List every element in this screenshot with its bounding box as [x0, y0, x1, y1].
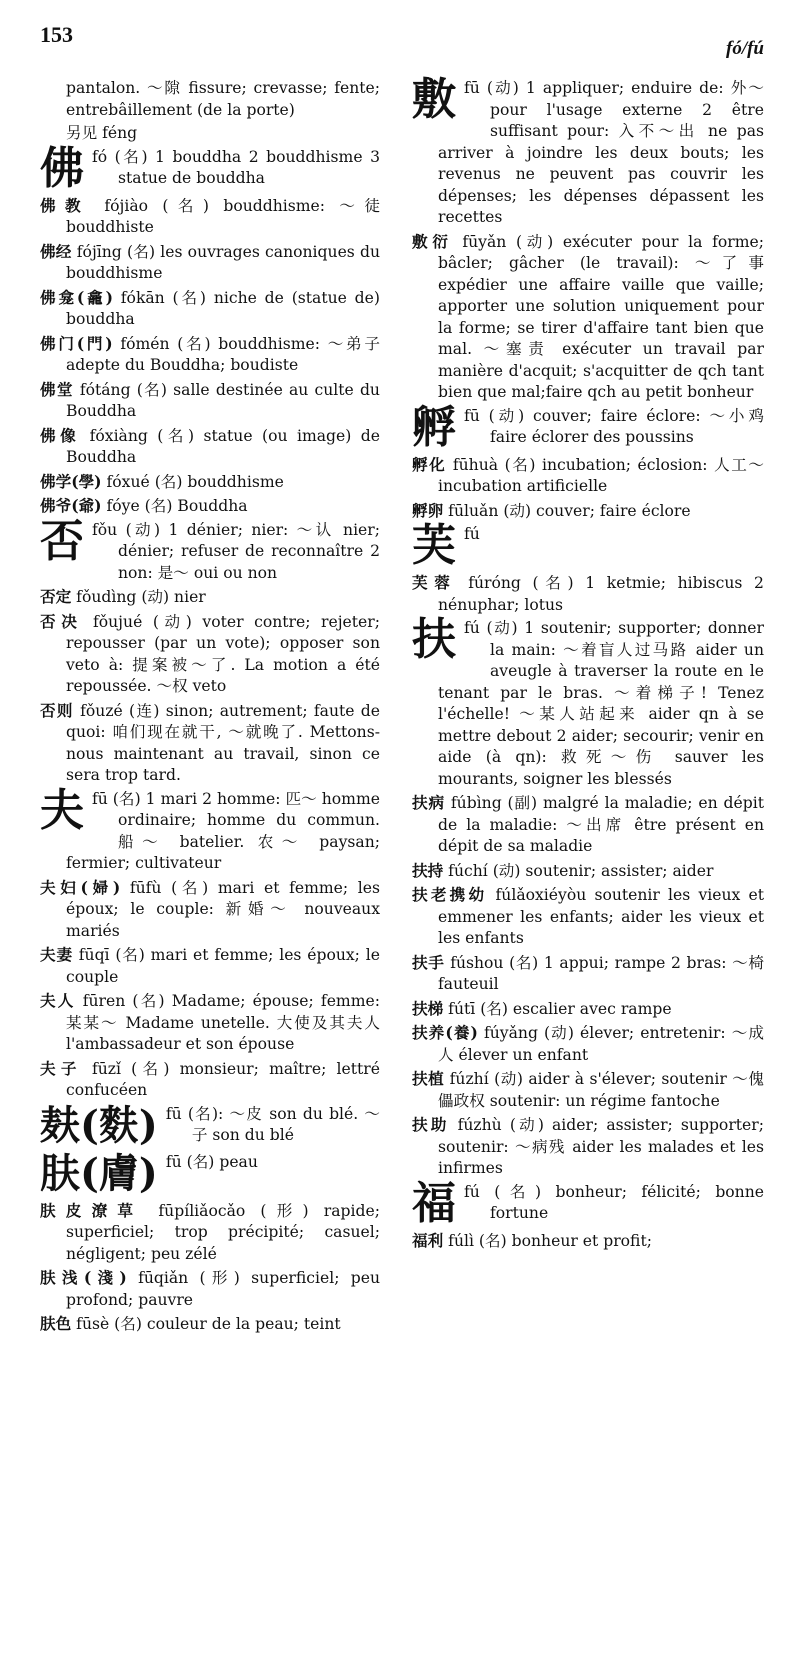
headword-compound: 芙蓉: [412, 573, 457, 592]
compound-entry: [40, 241, 380, 285]
headword-character: 否: [40, 515, 84, 567]
compound-entry: [40, 379, 380, 423]
compound-entry: [40, 425, 380, 469]
definition-text: fóxiàng (名) statue (ou image) de Bouddha: [66, 426, 380, 466]
definition-text: fū (名) peau: [165, 1152, 258, 1171]
definition-text: fóye (名) Bouddha: [106, 497, 248, 515]
headword-compound: 夫妻: [40, 945, 73, 964]
definition-text: fúchí (动) soutenir; assister; aider: [448, 861, 714, 880]
headword-compound: 扶梯: [412, 998, 444, 1018]
headword-compound: 佛龛(龕): [40, 287, 113, 307]
headword-compound: 佛堂: [40, 379, 74, 399]
headword-compound: 佛教: [40, 195, 91, 215]
headword-compound: 佛经: [40, 241, 72, 261]
definition-text: fūluǎn (动) couver; faire éclore: [448, 501, 691, 520]
right-column: [412, 74, 764, 1254]
definition-text: fūhuà (名) incubation; éclosion: 人工～ incubation artificielle: [438, 455, 764, 495]
compound-entry: [40, 195, 380, 239]
definition-text: fú (动) 1 soutenir; supporter; donner la main: ～着盲人过马路 aider un aveugle à traverser la route en le tenant par le bras. ～着梯子! Tenez l'échelle! ～某人站起来 aider qn à se mettre debout 2 aider; secourir; venir en aide (à qn): 救死～伤 sauver les mourants, soigner les blessés: [438, 619, 764, 788]
compound-entry: [412, 1022, 764, 1066]
compound-entry: [412, 500, 764, 523]
headword-compound: 扶手: [412, 952, 445, 972]
compound-entry: [40, 700, 380, 787]
headword-compound: 肤浅(淺): [40, 1268, 127, 1287]
headword-character: 扶: [412, 614, 456, 665]
definition-text: fúzhù (动) aider; assister; supporter; soutenir: ～病残 aider les malades et les infirmes: [438, 1116, 764, 1177]
compound-entry: [40, 1267, 380, 1311]
headword-compound: 孵化: [412, 454, 447, 474]
compound-entry: [40, 333, 380, 377]
compound-entry: [40, 471, 380, 494]
headword-compound: 扶老携幼: [412, 885, 488, 904]
compound-entry: [412, 860, 764, 883]
headword-compound: 否则: [40, 700, 74, 720]
compound-entry: [412, 952, 764, 996]
definition-text: fójiào (名) bouddhisme: ～徒 bouddhiste: [66, 196, 380, 236]
headword-character: 孵: [412, 401, 456, 453]
headword-compound: 佛像: [40, 425, 81, 445]
definition-text: fūfù (名) mari et femme; les époux; le couple: 新婚～ nouveaux mariés: [66, 878, 380, 940]
headword-character: 芙: [412, 520, 456, 571]
character-entry: [412, 614, 764, 790]
definition-text: fójīng (名) les ouvrages canoniques du bouddhisme: [66, 242, 380, 282]
character-entry: [40, 1101, 380, 1150]
headword-compound: 否决: [40, 611, 83, 631]
definition-text: fú: [464, 525, 480, 543]
character-entry: [40, 1149, 380, 1198]
compound-entry: [40, 877, 380, 943]
compound-entry: [40, 586, 380, 609]
headword-compound: 肤皮潦草: [40, 1200, 144, 1220]
compound-entry: [412, 572, 764, 616]
compound-entry: [412, 998, 764, 1021]
definition-text: fūzǐ (名) monsieur; maître; lettré confucéen: [66, 1059, 380, 1099]
definition-text: fū (名): ～皮 son du blé. ～子 son du blé: [165, 1104, 380, 1144]
character-entry: [412, 401, 764, 453]
headword-compound: 敷衍: [412, 231, 453, 251]
compound-entry: [412, 884, 764, 950]
compound-entry: [40, 495, 380, 518]
definition-text: fūqiǎn (形) superficiel; peu profond; pauvre: [66, 1269, 380, 1309]
headword-compound: 夫人: [40, 991, 76, 1010]
headword-compound: 福利: [412, 1230, 444, 1250]
definition-text: fǒuzé (连) sinon; autrement; faute de quoi: 咱们现在就干, ～就晚了. Mettons-nous maintenant au travail, sinon ce sera trop tard.: [66, 701, 380, 784]
definition-text: fúróng (名) 1 ketmie; hibiscus 2 nénuphar; lotus: [438, 574, 764, 614]
headword-compound: 扶助: [412, 1115, 450, 1134]
definition-text: fú (名) bonheur; félicité; bonne fortune: [464, 1182, 764, 1222]
headword-compound: 扶养(養): [412, 1023, 478, 1042]
definition-text: fū (动) couver; faire éclore: ～小鸡 faire éclorer des poussins: [464, 406, 764, 446]
compound-entry: [40, 944, 380, 988]
compound-entry: [412, 1114, 764, 1180]
compound-entry: [40, 287, 380, 331]
definition-text: fó (名) 1 bouddha 2 bouddhisme 3 statue de bouddha: [92, 147, 380, 187]
headword-compound: 扶病: [412, 793, 445, 812]
compound-entry: [40, 990, 380, 1056]
definition-text: fúlì (名) bonheur et profit;: [448, 1231, 652, 1250]
compound-entry: [40, 1200, 380, 1266]
headword-compound: 佛学(學): [40, 471, 102, 491]
definition-text: fūyǎn (动) exécuter pour la forme; bâcler; gâcher (le travail): ～了事 expédier une affaire vaille que vaille; apporter une solution uniquement pour la forme; se tirer d'affaire tant bien que mal. ～塞责 exécuter un travail par manière d'acquit; s'acquitter de qch tant bien que mal;faire qch au petit bonheur: [438, 232, 764, 401]
continuation-text: 另见 féng: [66, 124, 138, 142]
character-entry: [40, 142, 380, 194]
compound-entry: [412, 231, 764, 404]
definition-text: fūsè (名) couleur de la peau; teint: [76, 1315, 341, 1333]
headword-compound: 肤色: [40, 1314, 72, 1333]
definition-text: fūqī (名) mari et femme; les époux; le couple: [66, 946, 380, 986]
definition-text: fúyǎng (动) élever; entretenir: ～成人 élever un enfant: [438, 1024, 764, 1064]
page-number: 153: [40, 22, 73, 47]
definition-text: fútī (名) escalier avec rampe: [448, 999, 672, 1018]
headword-compound: 否定: [40, 587, 72, 606]
character-entry: [40, 784, 380, 875]
headword-character: 福: [412, 1177, 456, 1229]
left-column: [40, 78, 380, 1338]
headword-compound: 夫子: [40, 1058, 82, 1078]
definition-text: fúlǎoxiéyòu soutenir les vieux et emmener les enfants; aider les vieux et les enfants: [438, 886, 764, 947]
running-header: fó/fú: [726, 38, 764, 59]
definition-text: fúshou (名) 1 appui; rampe 2 bras: ～椅 fauteuil: [438, 953, 764, 993]
definition-text: fúbìng (副) malgré la maladie; en dépit de la maladie: ～出席 être présent en dépit de sa maladie: [438, 794, 764, 855]
headword-character: 麸(麩): [40, 1101, 158, 1149]
definition-text: fómén (名) bouddhisme: ～弟子 adepte du Bouddha; boudiste: [66, 334, 381, 374]
definition-text: fūpíliǎocǎo (形) rapide; superficiel; trop précipité; casuel; négligent; peu zélé: [66, 1201, 380, 1263]
definition-text: fǒujué (动) voter contre; rejeter; repousser (par un vote); opposer son veto à: 提案被～了. La motion a été repoussée. ～权 veto: [66, 612, 380, 695]
definition-text: fūren (名) Madame; épouse; femme: 某某～ Madame unetelle. 大使及其夫人 l'ambassadeur et son épouse: [66, 992, 380, 1053]
definition-text: fótáng (名) salle destinée au culte du Bouddha: [66, 380, 380, 420]
definition-text: fókān (名) niche de (statue de) bouddha: [66, 288, 380, 328]
compound-entry: [412, 792, 764, 858]
character-entry: [412, 74, 764, 229]
headword-compound: 夫妇(婦): [40, 877, 121, 897]
character-entry: [412, 1177, 764, 1229]
headword-character: 佛: [40, 142, 84, 194]
continuation-text: pantalon. ～隙 fissure; crevasse; fente; entrebâillement (de la porte): [66, 79, 380, 119]
definition-text: fǒudìng (动) nier: [76, 588, 206, 606]
compound-entry: [412, 454, 764, 498]
compound-entry: [40, 1058, 380, 1102]
headword-compound: 佛门(門): [40, 333, 113, 353]
compound-entry: [412, 1068, 764, 1112]
headword-compound: 扶持: [412, 860, 444, 880]
definition-text: fúzhí (动) aider à s'élever; soutenir ～傀儡政权 soutenir: un régime fantoche: [438, 1070, 764, 1110]
character-entry: [40, 515, 380, 585]
headword-compound: 孵卵: [412, 500, 444, 520]
headword-compound: 扶植: [412, 1069, 445, 1088]
definition-text: fǒu (动) 1 dénier; nier: ～认 nier; dénier; refuser de reconnaître 2 non: 是～ oui ou non: [92, 520, 380, 582]
definition-text: fū (名) 1 mari 2 homme: 匹～ homme ordinaire; homme du commun. 船～ batelier. 农～ paysan; fermier; cultivateur: [66, 789, 380, 872]
compound-entry: [412, 1230, 764, 1253]
compound-entry: [40, 611, 380, 698]
definition-text: fū (动) 1 appliquer; enduire de: 外～ pour l'usage externe 2 être suffisant pour: 入不～出 ne pas arriver à joindre les deux bouts; les revenus ne peuvent pas couvrir les dépenses; les dépenses dépassent les recettes: [438, 79, 764, 226]
headword-character: 夫: [40, 784, 84, 836]
character-entry: [412, 520, 764, 571]
headword-character: 敷: [412, 74, 456, 125]
compound-entry: [40, 1313, 380, 1336]
definition-text: fóxué (名) bouddhisme: [106, 472, 284, 491]
headword-compound: 佛爷(爺): [40, 496, 102, 515]
headword-character: 肤(膚): [40, 1149, 158, 1197]
